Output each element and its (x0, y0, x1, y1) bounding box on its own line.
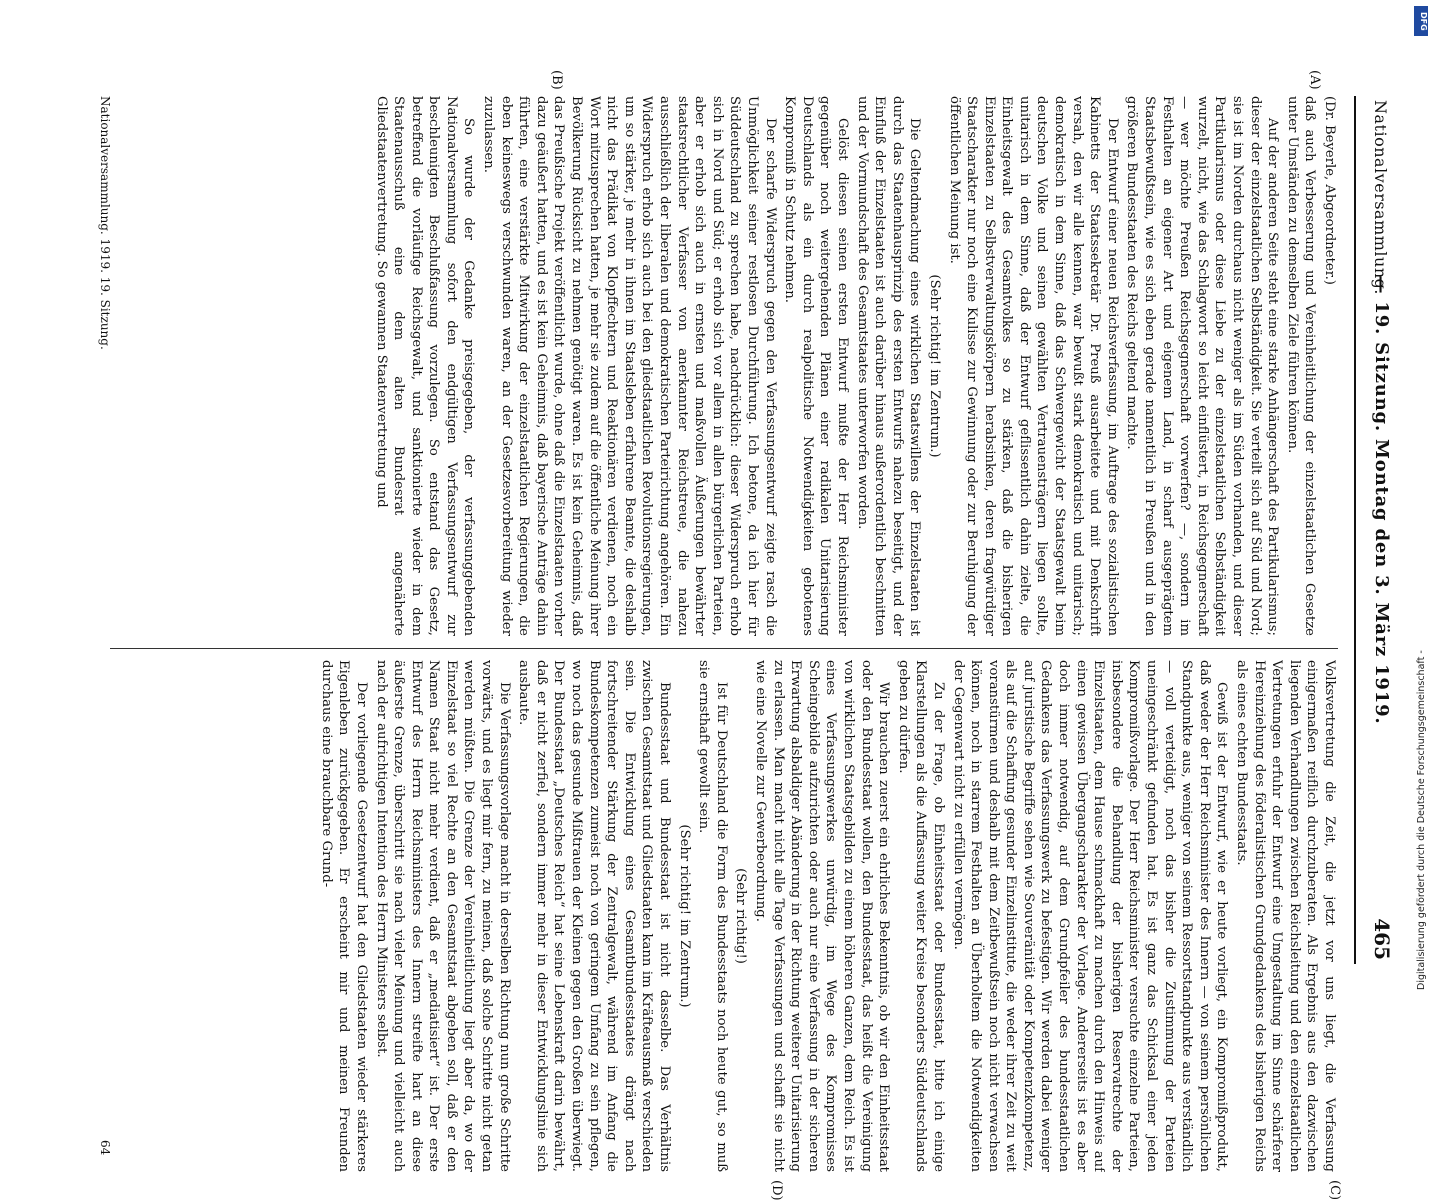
paragraph: Der Entwurf einer neuen Reichsverfassung, im Auftrage des sozialistischen Kabinetts der Staatssekretär Dr. Preuß ausarbeitete und mit Denkschrift versah, den wir alle kennen, war bewußt stark demokratisch und unitarisch; demokratisch in dem Sinne, daß das Schwergewicht der Staatsgewalt beim deutschen Volke und seinen gewählten Vertrauensträgern liegen sollte, unitarisch in dem Sinne, daß der Entwurf geflissentlich dahin zielte, die Einheitsgewalt des Gesamtvolkes so zu stärken, daß die bisherigen Einzelstaaten zu Selbstverwaltungskörpern herabsinken, deren fragwürdiger Staatscharakter nur noch eine Kulisse zur Gewinnung oder zur Beruhigung der öffentlichen Meinung ist. (946, 96, 1120, 636)
page-footer: Nationalversammlung. 1919. 19. Sitzung. (98, 96, 112, 350)
paragraph: daß auch Verbesserung und Vereinheitlichung der einzelstaatlichen Gesetze unter Umständen zu demselben Ziele führen können. (1284, 96, 1318, 636)
signature-mark: 64 (98, 1140, 112, 1156)
paragraph: Gelöst diesen seinen ersten Entwurf mußte der Herr Reichsminister gegenüber noch weitergehenden Plänen einer radikalen Unitarisierung Deutschlands als ein durch realpolitische Notwendigkeiten gebotenes Kompromiß in Schutz nehmen. (782, 96, 850, 636)
dfg-credit (1416, 650, 1430, 990)
column-left (110, 96, 1338, 636)
column-divider (110, 648, 1338, 649)
column-right (110, 660, 1338, 1172)
marker-d: (D) (769, 1180, 784, 1201)
marker-a: (A) (1307, 70, 1322, 90)
interjection: (Sehr richtig! im Zentrum.) (926, 274, 942, 458)
header-rule (1354, 96, 1356, 964)
dfg-logo: DFG (1414, 6, 1428, 36)
marker-b: (B) (549, 70, 564, 90)
paragraph: Wir brauchen zuerst ein ehrliches Bekenntnis, ob wir den Einheitsstaat oder den Bundesstaat wollen, den Bundesstaat, das heißt die Vereinigung von wirklichen Staatsgebilden zu einem höheren Ganzen, dem Reich. Es ist eines Verfassungswerkes unwürdig, im Wege des Kompromisses Scheingebilde aufzurichten oder auch nur eine Verfassung in der sicheren Erwartung alsbaldiger Abänderung in der Richtung weiterer Unitarisierung zu erlassen. Man macht nicht alle Tage Verfassungen und schafft sie nicht wie eine Novelle zur Gewerbeordnung. (753, 660, 892, 1172)
paragraph: Die Verfassungsvorlage macht in derselben Richtung nun große Schritte vorwärts, und es liegt mir fern, zu meinen, daß solche Schritte nicht getan werden müßten. Die Grenze der Vereinheitlichung liegt aber da, wo der Einzelstaat so viel Rechte an den Gesamtstaat abgeben soll, daß er den Namen Staat nicht mehr verdient, daß er „mediatisiert“ ist. Der erste Entwurf des Herrn Reichsministers des Innern streifte hart an diese äußerste Grenze, überschritt sie nach vieler Meinung und vielleicht auch nach der aufrichtigen Intention des Herrn Ministers selbst. (373, 660, 512, 1172)
paragraph: Zu der Frage, ob Einheitsstaat oder Bundesstaat, bitte ich einige Klarstellungen als die Auffassung weiter Kreise besonders Süddeutschlands geben zu dürfen. (895, 660, 946, 1172)
marker-c: (C) (1327, 1180, 1342, 1201)
paragraph: Der vorliegende Gesetzentwurf hat den Gliedstaaten wieder stärkeres Eigenleben zurückgegeben. Er erscheint mir und meinen Freunden durchaus eine brauchbare Grund- (318, 660, 369, 1172)
page-header (1354, 0, 1400, 1000)
paragraph: Gewiß ist der Entwurf, wie er heute vorliegt, ein Kompromißprodukt, daß weder der Herr Reichsminister des Innern — von seinem persönlichen Standpunkte aus, weniger von seinem Ressortstandpunkte aus verständlich — voll verteidigt, noch das bisher die Zustimmung der Parteien uneingeschränkt gefunden hat. Es ist ganz das Schicksal einer jeden Kompromißvorlage. Der Herr Reichsminister versuchte einzelne Parteien, insbesondere die Behandlung der bisherigen Reservatrechte der Einzelstaaten, dem Hause schmackhaft zu machen durch den Hinweis auf einen gewissen Übergangscharakter der Vorlage. Andererseits ist es aber doch immer notwendig, auf dem Grundpfeiler des bundesstaatlichen Gedankens das Verfassungswerk zu befestigen. Wir werden dabei weniger auf juristische Begriffe sehen wie Souveränität oder Kompetenzkompetenz, als auf die Schaffung gesunder Einzelinstitute, die weder ihrer Zeit zu weit voranstürmen und deshalb mit dem Zeitbewußtsein noch nicht verwachsen können, noch in starrem Festhalten an Überholtem die Notwendigkeiten der Gegenwart nicht zu erfüllen vermögen. (950, 660, 1230, 1172)
paragraph: Bundesstaat und Bundesstaat ist nicht dasselbe. Das Verhältnis zwischen Gesamtstaat und Gliedstaaten kann im Kräfteausmaß verschieden sein. Die Entwicklung eines Gesamtbundesstaates drängt nach fortschreitender Stärkung der Zentralgewalt, während im Anfang die Bundeskompetenzen zumeist noch von geringem Umfang zu sein pflegen, wo noch das gesunde Mißtrauen der Kleinen gegen den Großen überwiegt. Der Bundesstaat „Deutsches Reich“ hat seine Lebenskraft darin bewährt, daß er nicht zerfiel, sondern immer mehr in dieser Entwicklungslinie sich ausbaute. (516, 660, 673, 1172)
header-left: Nationalversammlung. (1371, 100, 1390, 295)
header-center: — 19. Sitzung. Montag den 3. März 1919. (1371, 275, 1392, 725)
paragraph: So wurde der Gedanke preisgegeben, der verfassunggebenden Nationalversammlung sofort den endgültigen Verfassungsentwurf zur beschleunigten Beschlußfassung vorzulegen. So entstand das Gesetz, betreffend die vorläufige Reichsgewalt, und sanktionierte wieder in dem Staatenausschuß eine dem alten Bundesrat angenäherte Gliedstaatenvertretung. So gewannen Staatenvertretung und (373, 96, 477, 636)
paragraph: Die Geltendmachung eines wirklichen Staatswillens der Einzelstaaten ist durch das Staatenhausprinzip des ersten Entwurfs nahezu beseitigt, und der Einfluß der Einzelstaaten ist auch darüber hinaus außerordentlich beschnitten und der Vormundschaft des Gesamtstaates unterworfen worden. (854, 96, 923, 636)
paragraph: Ist für Deutschland die Form des Bundesstaats noch heute gut, so muß sie ernsthaft gewollt sein. (696, 660, 729, 1172)
paragraph: Der scharfe Widerspruch gegen den Verfassungsentwurf zeigte rasch die Unmöglichkeit seiner restlosen Durchführung. Ich betone, da ich hier für Süddeutschland zu sprechen habe, nachdrücklich: dieser Widerspruch erhob sich in Nord und Süd; er erhob sich vor allem in allen bürgerlichen Parteien, aber er erhob sich auch in ernsten und maßvollen Äußerungen bewährter staatsrechtlicher Verfasser von anerkannter Reichstreue, die nahezu ausschließlich der liberalen und demokratischen Parteirichtung angehören. Ein Widerspruch erhob sich auch bei den gliedstaatlichen Revolutionsregierungen, um so stärker, je mehr in ihnen im Staatsleben erfahrene Beamte, die deshalb nicht das Prädikat von Klopffechtern und Reaktionären verdienen, noch ein Wort mitzusprechen hatten, je mehr sie zudem auf die öffentliche Meinung ihrer Bevölkerung Rücksicht zu nehmen genötigt waren. Es ist kein Geheimnis, daß das Preußische Projekt veröffentlicht wurde, ohne daß die Einzelstaaten vorher dazu geäußert hatten, und es ist kein Geheimnis, daß bayerische Anträge dahin führten, eine verstärkte Mitwirkung der einzelstaatlichen Regierungen, die eben keineswegs verschwunden waren, an der Gesetzesvorbereitung wieder zuzulassen. (481, 96, 778, 636)
page-number: 465 (1370, 918, 1394, 960)
paragraph: Auf der anderen Seite steht eine starke Anhängerschaft des Partikularismus; dieser der einzelstaatlichen Selbständigkeit. Sie verteilt sich auf Süd und Nord; sie ist im Norden durchaus nicht weniger als im Süden vorhanden, und dieser Partikularismus oder diese Liebe zu der einzelstaatlichen Selbständigkeit wurzelt, nicht, wie das Schlagwort so leicht einflüstert, in Reichsgegnerschaft — wer möchte Preußen Reichsgegnerschaft vorwerfen? —, sondern im Festhalten an eigener Art und eigenem Land, in scharf ausgeprägtem Staatsbewußtsein, wie es sich eben gerade namentlich in Preußen und in den größeren Bundesstaaten des Reichs geltend machte. (1124, 96, 1281, 636)
dfg-credit-text: Digitalisierung gefördert durch die Deutsche Forschungsgemeinschaft - (1416, 650, 1427, 990)
interjection: (Sehr richtig!) (733, 868, 749, 964)
interjection: (Sehr richtig! im Zentrum.) (676, 824, 692, 1008)
paragraph: Volksvertretung die Zeit, die jetzt vor uns liegt, die Verfassung einigermaßen reiflich durchzuberaten. Als Ergebnis aus den dazwischen liegenden Verhandlungen zwischen Reichsleitung und den einzelstaatlichen Vertretungen erfuhr der Entwurf eine Umgestaltung im Sinne schärferer Hereinziehung des föderalistischen Grundgedankens des bisherigen Reichs als eines echten Bundesstaats. (1234, 660, 1337, 1172)
speaker-line: (Dr. Beyerle, Abgeordneter.) (1322, 96, 1337, 285)
